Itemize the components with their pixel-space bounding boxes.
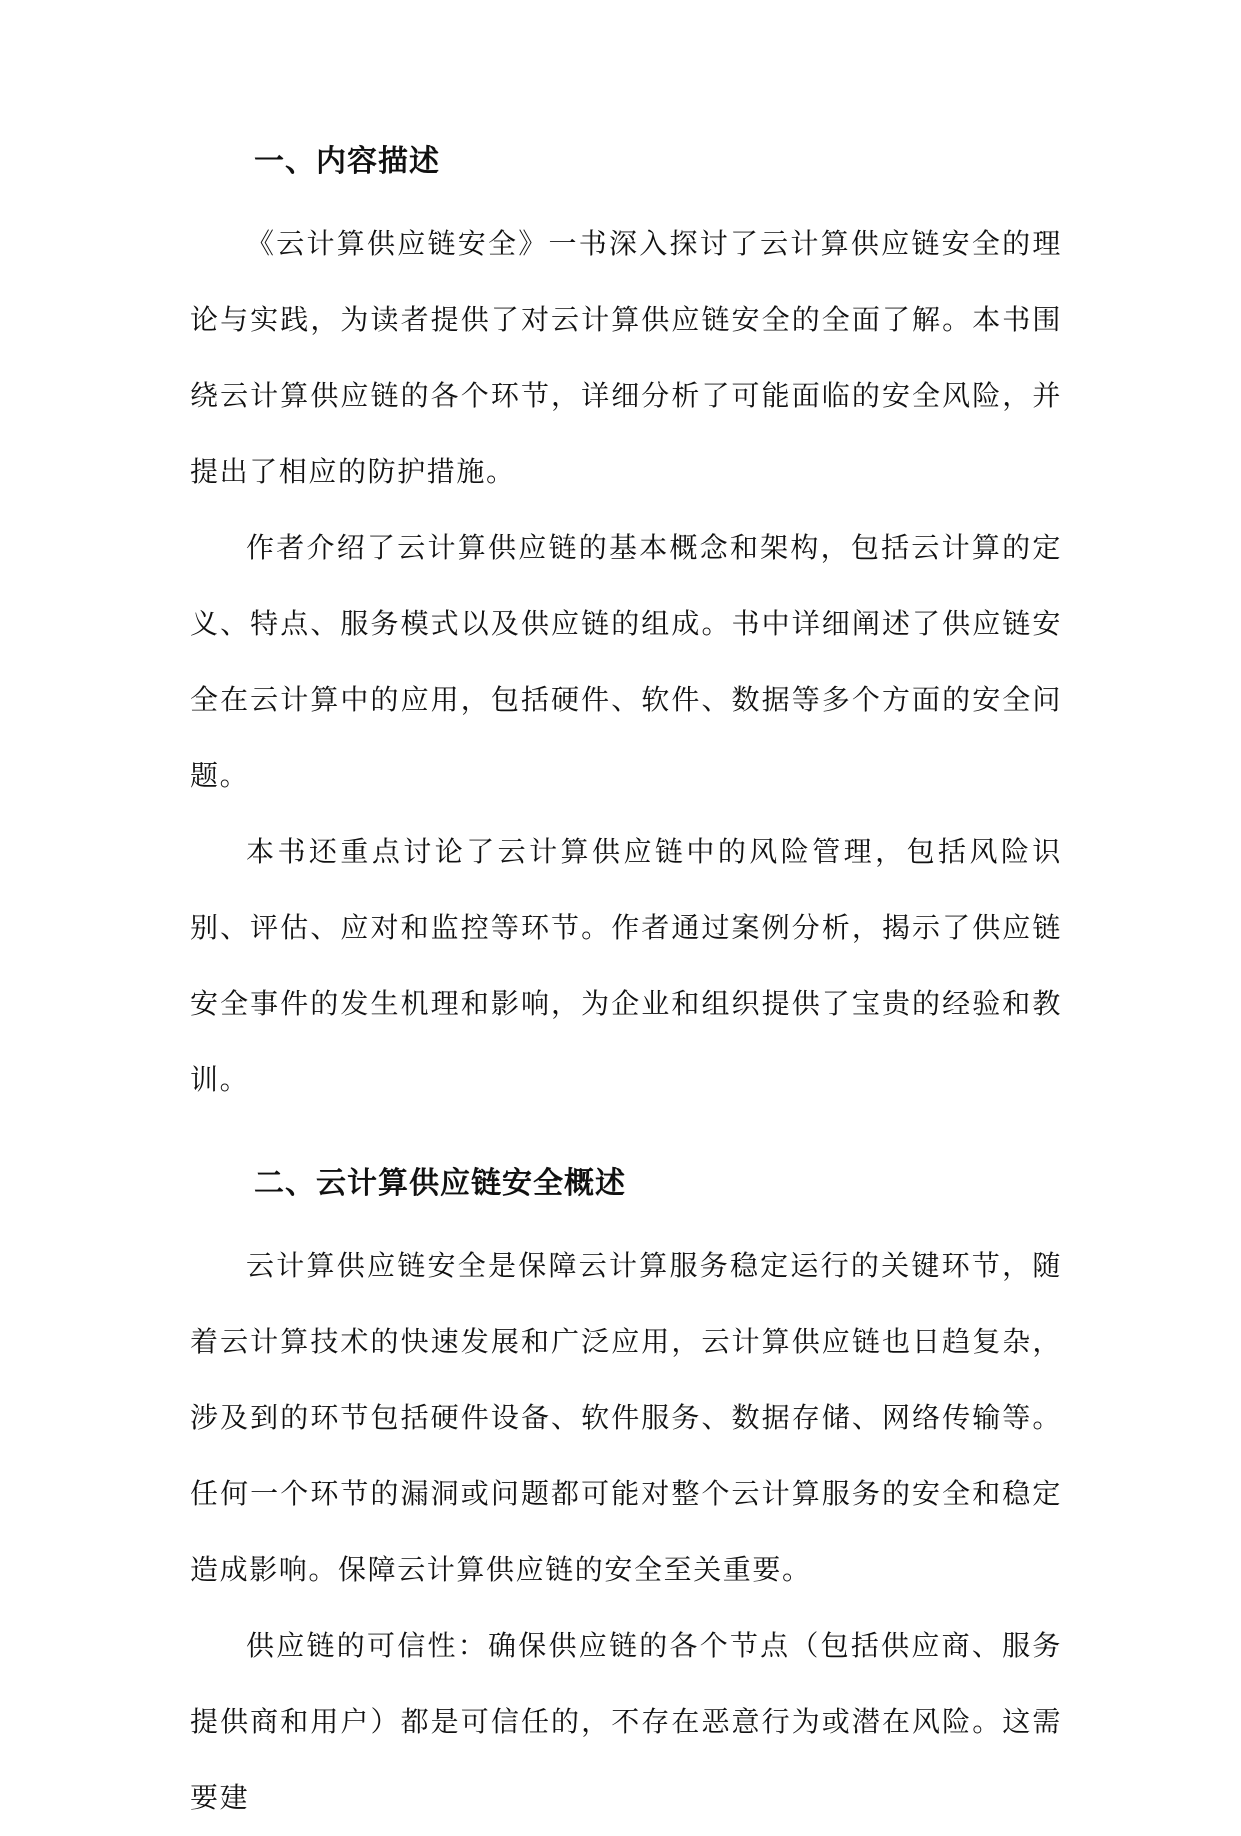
paragraph: 供应链的可信性：确保供应链的各个节点（包括供应商、服务提供商和用户）都是可信任的，不存在恶意行为或潜在风险。这需要建 xyxy=(190,1629,1062,1814)
paragraph: 云计算供应链安全是保障云计算服务稳定运行的关键环节，随着云计算技术的快速发展和广泛应用，云计算供应链也日趋复杂，涉及到的环节包括硬件设备、软件服务、数据存储、网络传输等。任何一个环节的漏洞或问题都可能对整个云计算服务的安全和稳定造成影响。保障云计算供应链的安全至关重要。 xyxy=(190,1249,1062,1586)
paragraph: 作者介绍了云计算供应链的基本概念和架构，包括云计算的定义、特点、服务模式以及供应链的组成。书中详细阐述了供应链安全在云计算中的应用，包括硬件、软件、数据等多个方面的安全问题。 xyxy=(190,531,1062,792)
section-heading-supply-chain-overview: 二、云计算供应链安全概述 xyxy=(254,1166,626,1201)
paragraph: 《云计算供应链安全》一书深入探讨了云计算供应链安全的理论与实践，为读者提供了对云计算供应链安全的全面了解。本书围绕云计算供应链的各个环节，详细分析了可能面临的安全风险，并提出了相应的防护措施。 xyxy=(190,227,1062,488)
paragraph: 本书还重点讨论了云计算供应链中的风险管理，包括风险识别、评估、应对和监控等环节。作者通过案例分析，揭示了供应链安全事件的发生机理和影响，为企业和组织提供了宝贵的经验和教训。 xyxy=(190,835,1062,1096)
section-heading-content-description: 一、内容描述 xyxy=(254,144,440,179)
page-content xyxy=(190,140,1062,1836)
